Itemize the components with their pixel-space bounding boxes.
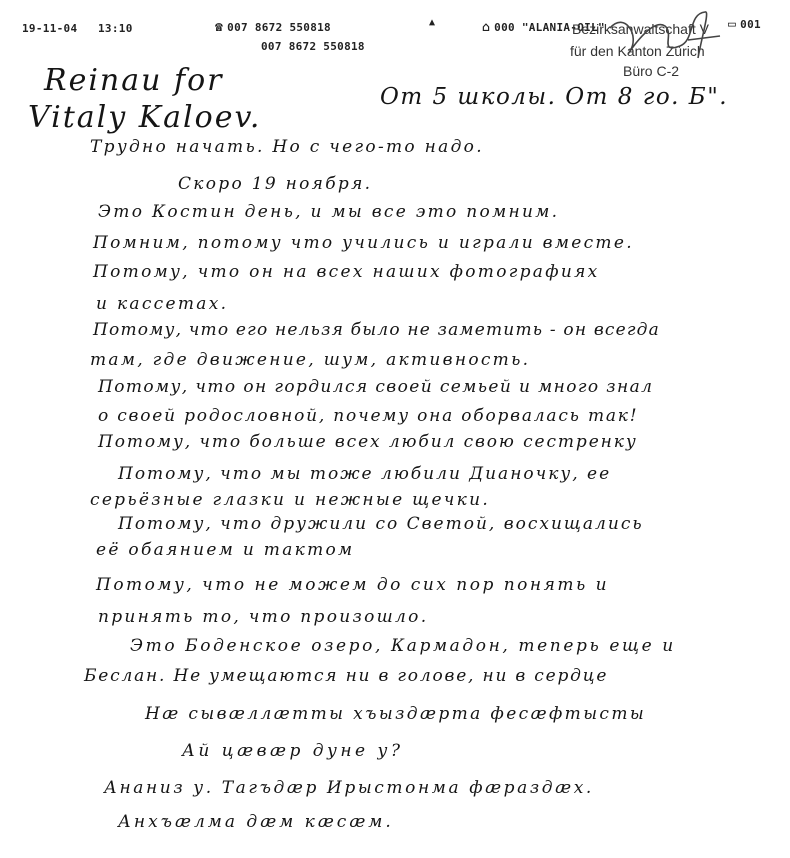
letter-line: там, где движение, шум, активность. xyxy=(90,350,531,370)
letter-line: Это Костин день, и мы все это помним. xyxy=(98,202,560,222)
letter-line: Помним, потому что учились и играли вместе. xyxy=(93,233,634,253)
letter-line: Потому, что больше всех любил свою сестренку xyxy=(98,432,638,452)
stamp-line-3: Büro C-2 xyxy=(623,63,680,79)
telephone-icon: ☎ xyxy=(215,20,224,35)
letter-line: серьёзные глазки и нежные щечки. xyxy=(90,490,491,510)
letter-line: Потому, что он на всех наших фотографиях xyxy=(93,262,600,282)
letter-line: Анхъæлма дæм кæсæм. xyxy=(118,812,394,832)
fax-sender-company: 000 "ALANIA-OIL" xyxy=(494,21,605,34)
stamp-line-2: für den Kanton Zürich xyxy=(570,43,705,59)
letter-line: Потому, что не можем до сих пор понять и xyxy=(96,575,610,595)
letter-line: и кассетах. xyxy=(96,294,229,314)
letter-line: Потому, что он гордился своей семьей и много знал xyxy=(98,377,654,397)
letter-line: Потому, что мы тоже любили Дианочку, ее xyxy=(118,464,612,484)
letter-line: Ананиз у. Тагъдæр Ирыстонма фæраздæх. xyxy=(104,778,594,798)
letter-line: Это Боденское озеро, Кармадон, теперь еще и xyxy=(130,636,676,656)
letter-line: Скоро 19 ноября. xyxy=(178,174,373,194)
fax-page-icon: ▭ xyxy=(728,17,737,32)
letter-line: о своей родословной, почему она оборвалась так! xyxy=(98,406,639,426)
letter-line: Ай цæвæр дуне у? xyxy=(182,741,404,761)
fax-sender-number: 007 8672 550818 xyxy=(227,21,331,34)
court-stamp xyxy=(570,6,770,82)
fax-page-number: 001 xyxy=(740,18,761,31)
letter-from: От 5 школы. От 8 го. Б". xyxy=(380,84,729,110)
letter-line: принять то, что произошло. xyxy=(98,607,429,627)
letter-line: Потому, что дружили со Светой, восхищались xyxy=(118,514,644,534)
stamp-line-1: Bezirksanwaltschaft V xyxy=(572,21,709,37)
letter-address-line-1: Reinau for xyxy=(44,63,224,98)
letter-line: Трудно начать. Но с чего-то надо. xyxy=(90,137,484,157)
fax-date: 19-11-04 xyxy=(22,22,78,35)
triangle-marker-icon: ▲ xyxy=(429,17,436,28)
letter-line: Потому, что его нельзя было не заметить - он всегда xyxy=(93,320,660,340)
house-icon: ⌂ xyxy=(482,20,491,35)
letter-line: Нæ сывæллæтты хъыздæрта фесæфтысты xyxy=(145,704,647,724)
letter-line: её обаянием и тактом xyxy=(96,540,355,560)
fax-time: 13:10 xyxy=(98,22,133,35)
letter-line: Беслан. Не умещаются ни в голове, ни в сердце xyxy=(84,666,609,686)
fax-sender-number-row xyxy=(215,20,331,35)
letter-address-line-2: Vitaly Kaloev. xyxy=(28,100,262,135)
handwritten-signature xyxy=(570,6,770,82)
fax-sender-number-repeat: 007 8672 550818 xyxy=(261,40,365,53)
